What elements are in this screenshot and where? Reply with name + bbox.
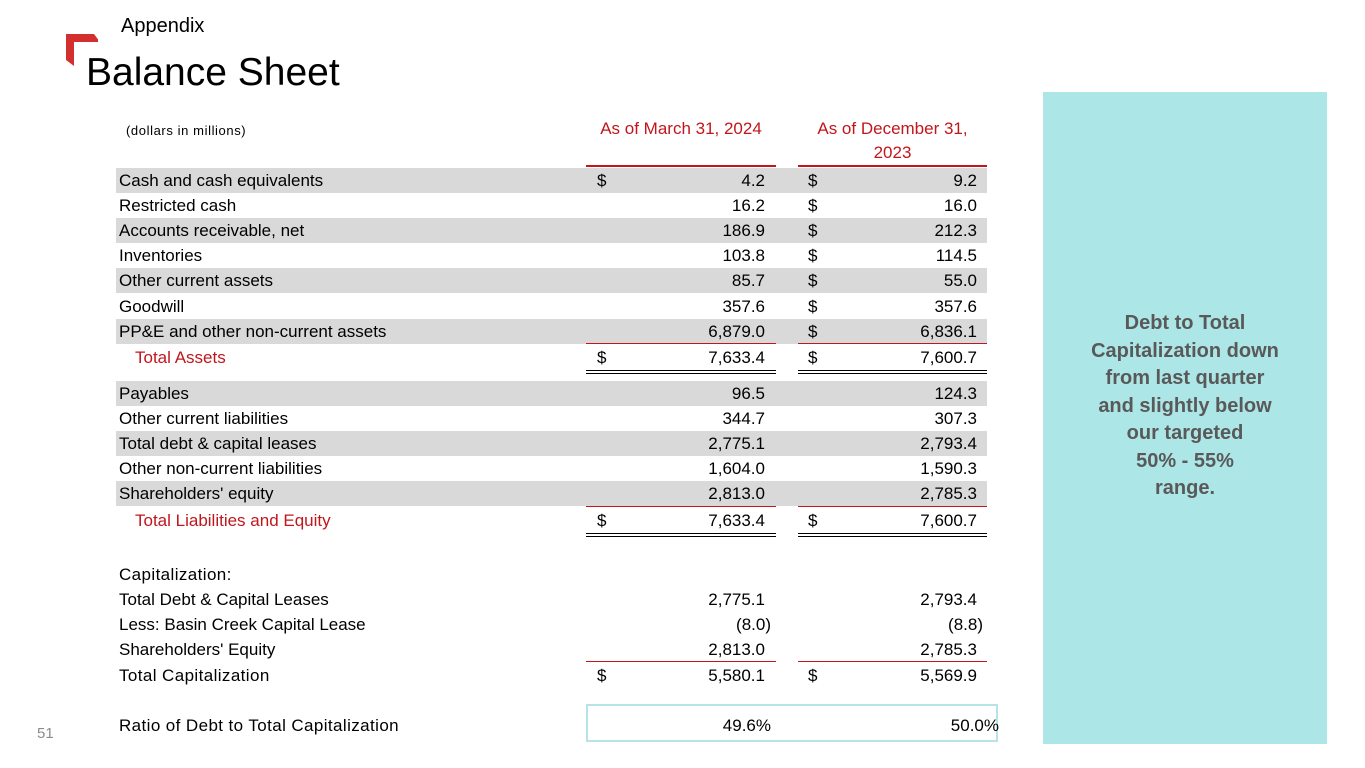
subtotal-rule [586, 661, 776, 662]
value-2023: 1,590.3 [920, 459, 977, 478]
total-assets-row [116, 345, 987, 370]
table-row [116, 319, 987, 344]
row-label: Total Assets [135, 348, 226, 367]
value-2023: 2,793.4 [920, 590, 977, 609]
table-row [116, 268, 987, 293]
column-header-dec-2023: As of December 31, 2023 [817, 119, 968, 162]
total-double-rule [798, 533, 987, 537]
value-2023: 2,785.3 [920, 484, 977, 503]
table-row [116, 243, 987, 268]
callout-line: from last quarter [1105, 367, 1265, 389]
table-row [116, 481, 987, 506]
callout-line: our targeted [1126, 422, 1244, 444]
subtotal-rule [798, 506, 987, 507]
total-double-rule [586, 370, 776, 374]
dollar-sign: $ [808, 196, 818, 215]
row-label: Other current assets [119, 271, 274, 290]
row-label: Payables [119, 384, 189, 403]
row-label: Shareholders' Equity [119, 640, 276, 659]
dollar-sign: $ [597, 348, 607, 367]
subtotal-rule [798, 343, 987, 344]
table-row [116, 456, 987, 481]
callout-box [1043, 92, 1327, 744]
value-2024: 16.2 [731, 196, 765, 215]
table-row [116, 612, 987, 637]
value-2023: 2,793.4 [920, 434, 977, 453]
value-2023: (8.8) [948, 615, 983, 634]
value-2024: 2,775.1 [708, 590, 765, 609]
table-row [116, 431, 987, 456]
value-2024: 7,633.4 [708, 511, 765, 530]
table-row [116, 294, 987, 319]
dollar-sign: $ [597, 171, 607, 190]
callout-line: Capitalization down [1091, 339, 1279, 362]
table-row [116, 168, 987, 193]
value-2023: 2,785.3 [920, 640, 977, 659]
capitalization-heading-row [116, 562, 987, 587]
units-note: (dollars in millions) [126, 123, 247, 138]
value-2024: 186.9 [722, 221, 765, 240]
table-row [116, 587, 987, 612]
value-2023: 7,600.7 [920, 511, 977, 530]
value-2023: 5,569.9 [920, 666, 977, 685]
value-2024: 85.7 [731, 271, 765, 290]
callout-line: 50% - 55% [1136, 449, 1234, 472]
dollar-sign: $ [808, 171, 818, 190]
subtotal-rule [798, 661, 987, 662]
row-label: Other current liabilities [119, 409, 289, 428]
value-2023: 16.0 [943, 196, 977, 215]
row-label: Accounts receivable, net [119, 221, 305, 240]
value-2024: 6,879.0 [708, 322, 765, 341]
row-label: Shareholders' equity [119, 484, 274, 503]
row-label: Other non-current liabilities [119, 459, 323, 478]
page-number: 51 [37, 725, 54, 742]
total-double-rule [798, 370, 987, 374]
value-2023: 212.3 [934, 221, 977, 240]
callout-line: range. [1154, 477, 1216, 499]
value-2024: 49.6% [722, 716, 771, 735]
row-label: Total debt & capital leases [119, 434, 317, 453]
value-2024: 2,775.1 [708, 434, 765, 453]
value-2023: 307.3 [934, 409, 977, 428]
dollar-sign: $ [808, 221, 818, 240]
dollar-sign: $ [808, 322, 818, 341]
row-label: Total Capitalization [119, 666, 270, 685]
row-label: Inventories [119, 246, 203, 265]
value-2024: 5,580.1 [708, 666, 765, 685]
row-label: Cash and cash equivalents [119, 171, 324, 190]
row-label: Less: Basin Creek Capital Lease [119, 615, 366, 634]
row-label: Total Debt & Capital Leases [119, 590, 329, 609]
dollar-sign: $ [808, 348, 818, 367]
value-2023: 50.0% [950, 716, 999, 735]
table-row [116, 218, 987, 243]
callout-line: and slightly below [1098, 394, 1272, 417]
total-capitalization-row [116, 663, 987, 688]
row-label: Goodwill [119, 297, 185, 316]
value-2023: 357.6 [934, 297, 977, 316]
value-2024: 4.2 [741, 171, 765, 190]
row-label: Ratio of Debt to Total Capitalization [119, 716, 400, 735]
callout-line: Debt to Total [1124, 312, 1246, 334]
row-label: Total Liabilities and Equity [135, 511, 331, 530]
value-2023: 7,600.7 [920, 348, 977, 367]
page-title: Balance Sheet [86, 51, 340, 94]
value-2024: 357.6 [722, 297, 765, 316]
value-2023: 6,836.1 [920, 322, 977, 341]
table-row [116, 381, 987, 406]
column-header-mar-2024: As of March 31, 2024 [600, 119, 762, 138]
section-label: Appendix [121, 15, 205, 37]
value-2024: 2,813.0 [708, 640, 765, 659]
dollar-sign: $ [808, 246, 818, 265]
value-2023: 114.5 [935, 246, 977, 265]
capitalization-heading: Capitalization: [119, 565, 232, 584]
dollar-sign: $ [597, 666, 607, 685]
value-2023: 9.2 [953, 171, 977, 190]
value-2024: 344.7 [722, 409, 765, 428]
value-2024: 7,633.4 [708, 348, 765, 367]
dollar-sign: $ [808, 666, 818, 685]
dollar-sign: $ [808, 297, 818, 316]
value-2024: 1,604.0 [708, 459, 765, 478]
subtotal-rule [586, 343, 776, 344]
value-2024: 96.5 [731, 384, 765, 403]
value-2024: (8.0) [736, 615, 771, 634]
header-underline [586, 165, 776, 167]
dollar-sign: $ [808, 511, 818, 530]
table-row [116, 193, 987, 218]
total-liabilities-row [116, 508, 987, 533]
table-row [116, 637, 987, 662]
row-label: PP&E and other non-current assets [119, 322, 387, 341]
value-2023: 55.0 [943, 271, 977, 290]
callout-text [1063, 310, 1307, 503]
dollar-sign: $ [597, 511, 607, 530]
header-underline [798, 165, 987, 167]
total-double-rule [586, 533, 776, 537]
subtotal-rule [586, 506, 776, 507]
row-label: Restricted cash [119, 196, 237, 215]
value-2023: 124.3 [934, 384, 977, 403]
ratio-row [116, 713, 999, 738]
value-2024: 103.8 [722, 246, 765, 265]
value-2024: 2,813.0 [708, 484, 765, 503]
dollar-sign: $ [808, 271, 818, 290]
table-row [116, 406, 987, 431]
